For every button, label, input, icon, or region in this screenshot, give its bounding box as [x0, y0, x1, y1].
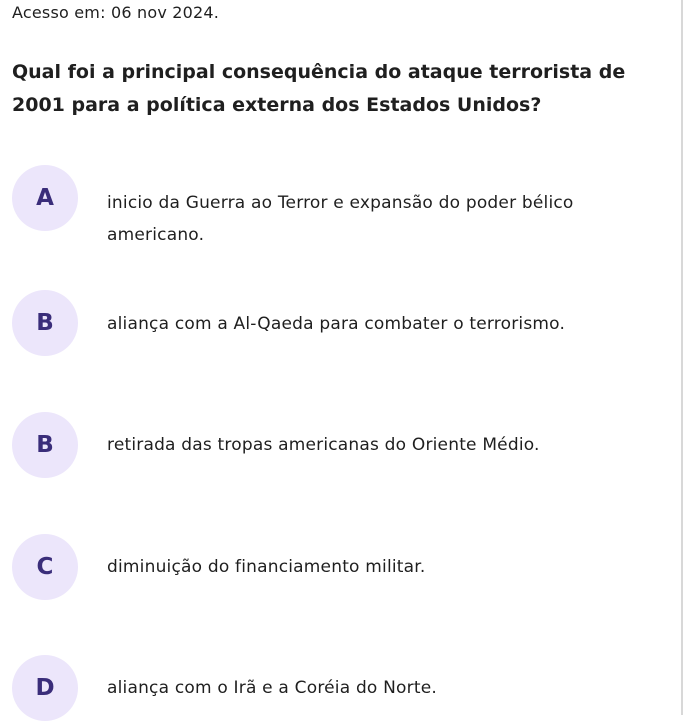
answer-option-a[interactable] [12, 165, 672, 245]
answer-option-b-second[interactable] [12, 412, 672, 482]
option-text[interactable]: diminuição do financiamento militar. [107, 557, 426, 577]
option-letter-badge[interactable]: D [12, 655, 78, 721]
option-letter-badge[interactable]: C [12, 534, 78, 600]
option-text[interactable]: aliança com a Al-Qaeda para combater o terrorismo. [107, 314, 566, 334]
answer-option-b-first[interactable] [12, 290, 672, 360]
option-letter-badge[interactable]: A [12, 165, 78, 231]
option-text[interactable]: aliança com o Irã e a Coréia do Norte. [107, 678, 437, 698]
option-text[interactable]: inicio da Guerra ao Terror e expansão do poder bélico americano. [107, 193, 574, 245]
option-letter-badge[interactable]: B [12, 412, 78, 478]
access-date: Acesso em: 06 nov 2024. [12, 3, 220, 22]
question-text: Qual foi a principal consequência do ataque terrorista de 2001 para a política externa dos Estados Unidos? [12, 61, 626, 116]
answer-option-c[interactable] [12, 534, 672, 604]
option-letter-badge[interactable]: B [12, 290, 78, 356]
option-text[interactable]: retirada das tropas americanas do Oriente Médio. [107, 435, 540, 455]
